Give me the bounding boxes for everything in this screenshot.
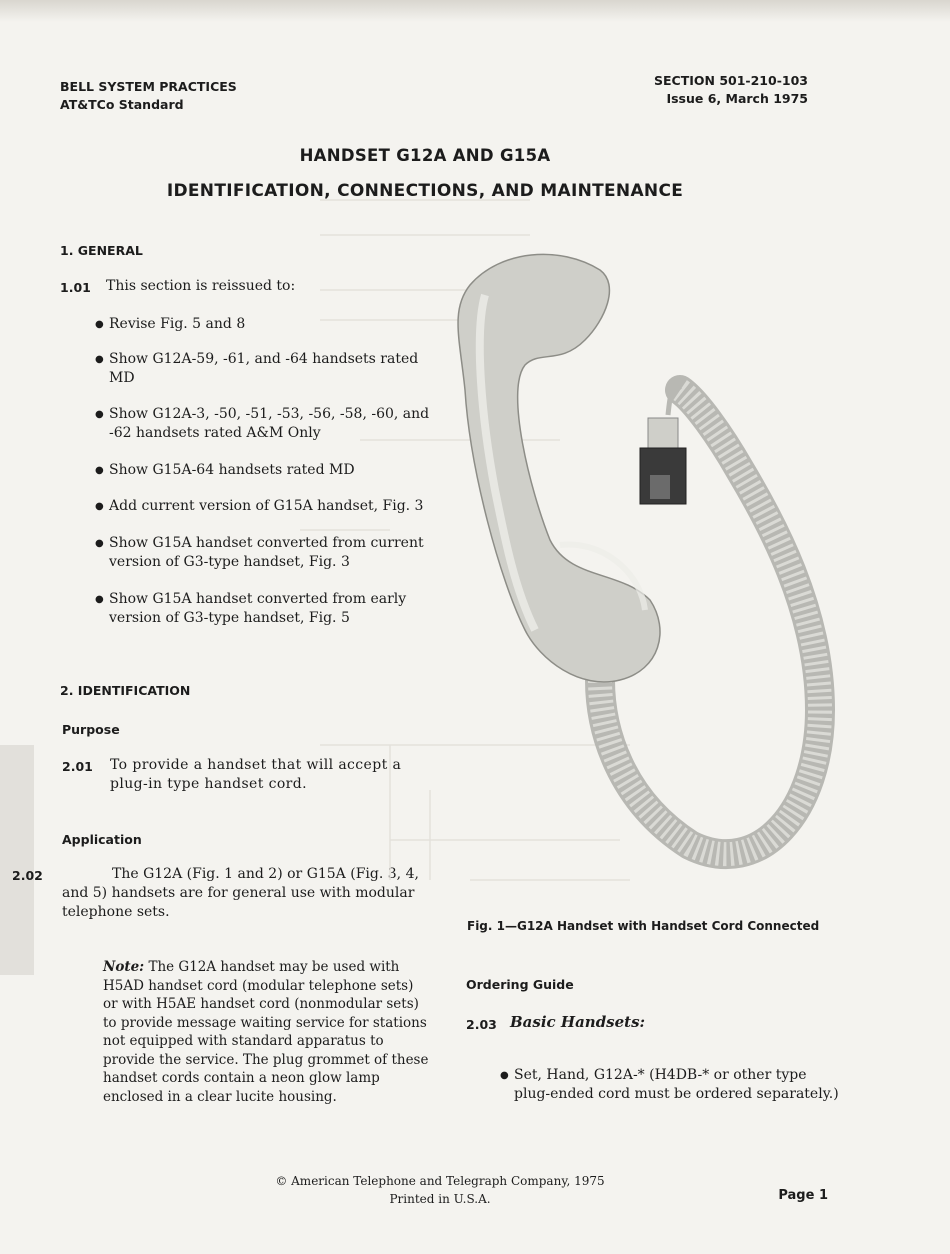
general-bullet-1: ● Revise Fig. 5 and 8: [95, 315, 444, 334]
application-heading: Application: [62, 832, 142, 847]
handset-body: [458, 254, 660, 682]
general-bullet-7: ● Show G15A handset converted from early version of G3-type handset, Fig. 5: [95, 590, 444, 628]
para-201-text: To provide a handset that will accept a plug-in type handset cord.: [110, 757, 402, 792]
doc-title-line2: IDENTIFICATION, CONNECTIONS, AND MAINTENANCE: [166, 181, 684, 201]
note-block: [103, 958, 430, 1106]
para-101-text: This section is reissued to:: [106, 278, 296, 294]
note-text: The G12A handset may be used with H5AD handset cord (modular telephone sets) or with H5AE handset cord (nonmodular sets) to provide message waiting service for stations not equipped with standard apparatus to provide the service. The plug grommet of these handset cords contain a neon glow lamp enclosed in a clear lucite housing.: [103, 959, 429, 1105]
header-section: SECTION 501-210-103: [654, 73, 808, 88]
para-201-number: 2.01: [62, 759, 93, 774]
section-general-heading: 1. GENERAL: [60, 243, 143, 258]
ordering-guide-heading: Ordering Guide: [466, 977, 574, 992]
general-bullet-3: ● Show G12A-3, -50, -51, -53, -56, -58, -60, and -62 handsets rated A&M Only: [95, 405, 444, 443]
para-203-title: Basic Handsets:: [510, 1013, 646, 1031]
ordering-bullet-1: ● Set, Hand, G12A-* (H4DB-* or other type plug-ended cord must be ordered separately.): [500, 1066, 844, 1104]
header-standard: AT&TCo Standard: [60, 97, 184, 112]
section-identification-heading: 2. IDENTIFICATION: [60, 683, 191, 698]
para-101-number: 1.01: [60, 280, 91, 295]
modular-plug: [640, 418, 686, 504]
handset-figure: [300, 190, 860, 910]
general-bullet-5: ● Add current version of G15A handset, Fig. 3: [95, 497, 444, 516]
note-label: Note:: [103, 959, 145, 975]
figure-caption: Fig. 1—G12A Handset with Handset Cord Connected: [467, 919, 820, 933]
general-bullet-4: ● Show G15A-64 handsets rated MD: [95, 461, 444, 480]
para-202-number: 2.02: [12, 868, 43, 883]
footer-page-number: Page 1: [778, 1188, 828, 1203]
footer-printed: Printed in U.S.A.: [389, 1192, 491, 1206]
para-202-text: The G12A (Fig. 1 and 2) or G15A (Fig. 3, 4, and 5) handsets are for general use with modular telephone sets.: [62, 866, 419, 920]
footer-center: [0, 1172, 880, 1208]
scan-edge: [0, 0, 950, 22]
header-left: [60, 78, 237, 114]
header-issue: Issue 6, March 1975: [666, 91, 808, 106]
scan-shadow: [0, 745, 34, 975]
header-right: [654, 72, 808, 108]
footer-copyright: © American Telephone and Telegraph Company, 1975: [275, 1174, 605, 1188]
purpose-heading: Purpose: [62, 722, 120, 737]
doc-title-line1: HANDSET G12A AND G15A: [299, 146, 551, 165]
general-bullet-6: ● Show G15A handset converted from current version of G3-type handset, Fig. 3: [95, 534, 444, 572]
general-bullet-2: ● Show G12A-59, -61, and -64 handsets rated MD: [95, 350, 444, 388]
header-bsp: BELL SYSTEM PRACTICES: [60, 79, 237, 94]
para-203-number: 2.03: [466, 1017, 497, 1032]
